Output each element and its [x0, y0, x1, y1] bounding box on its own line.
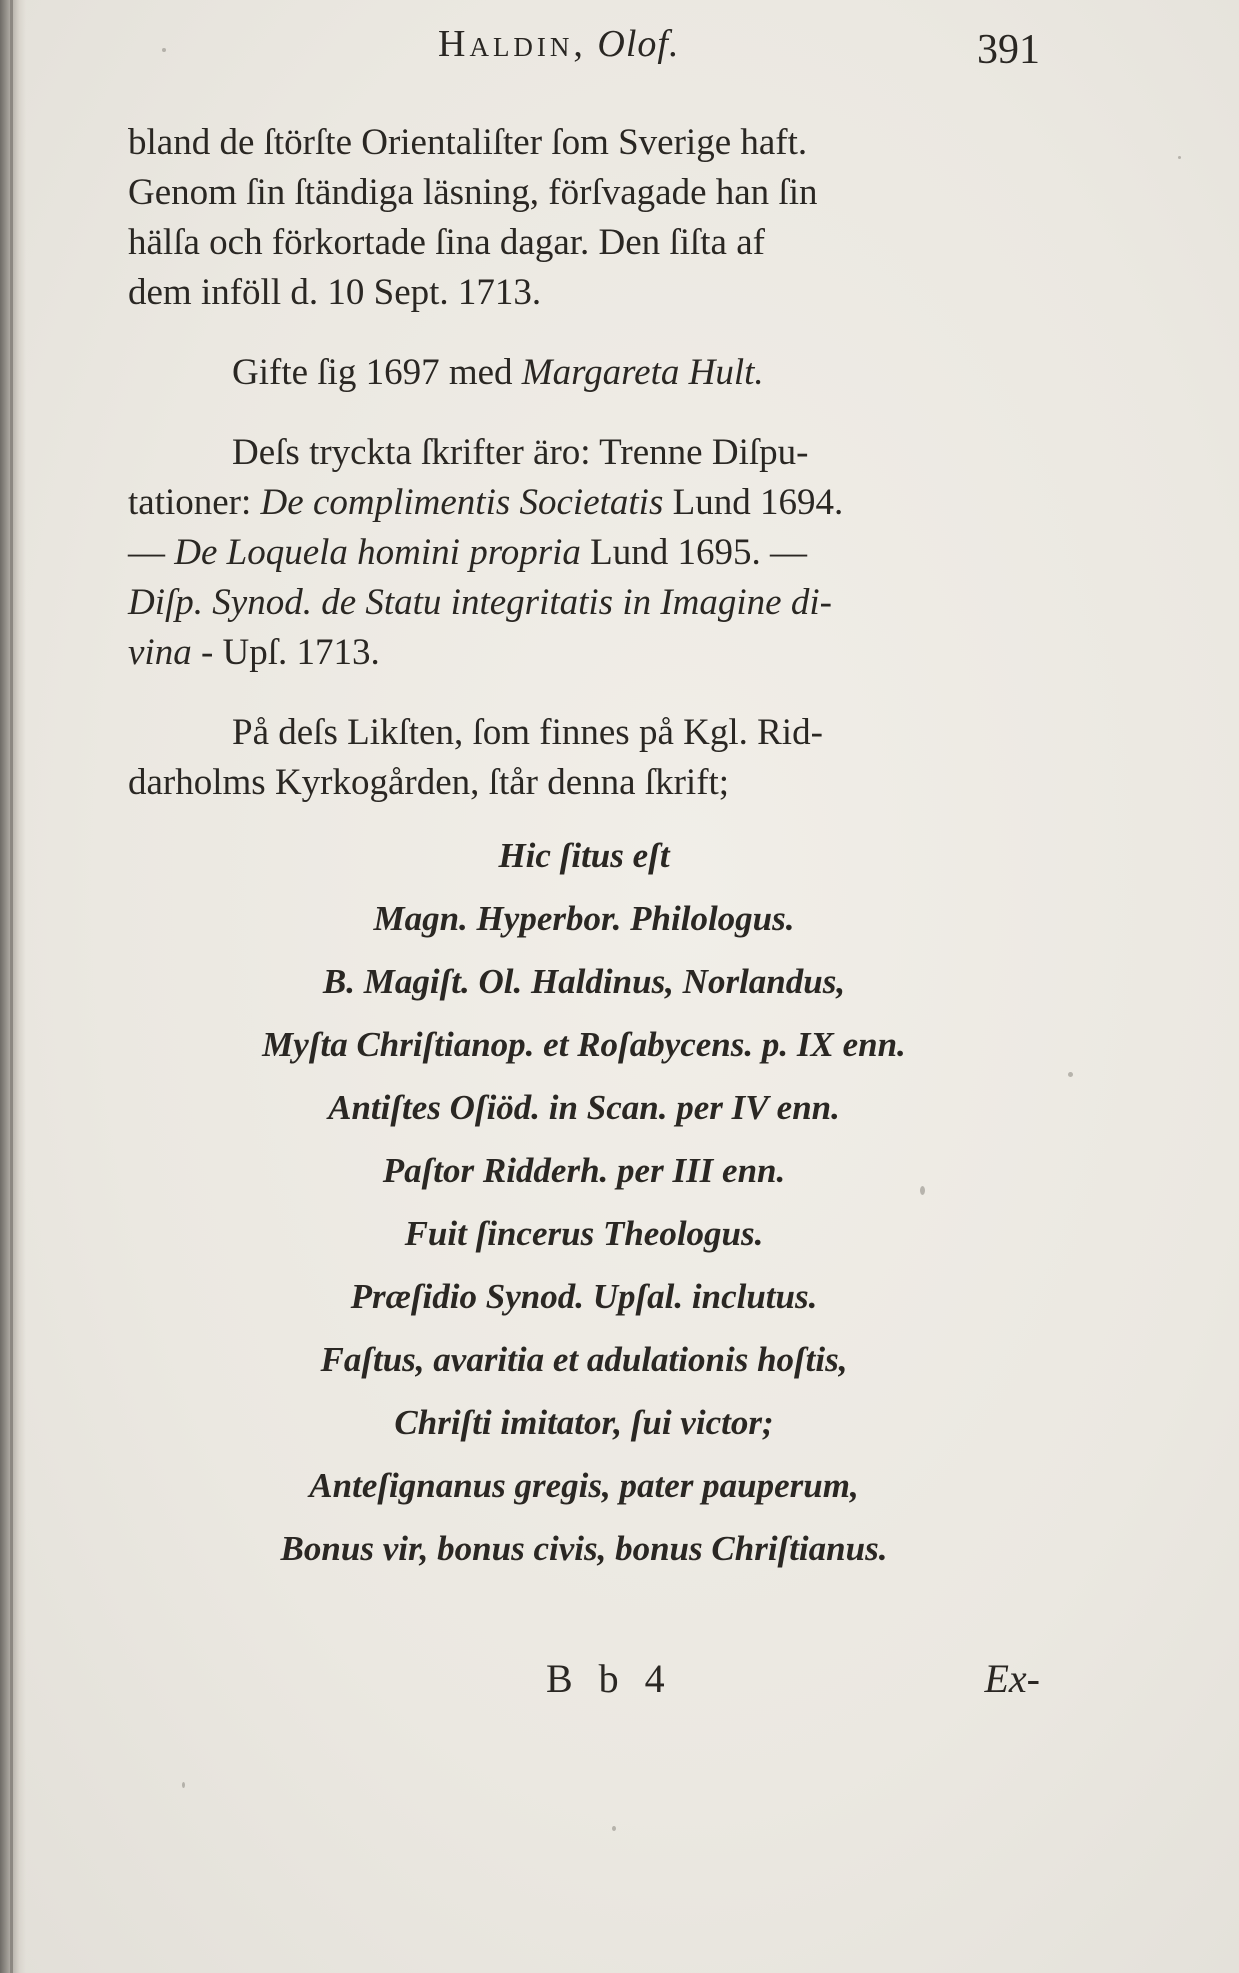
paper-speck: [1178, 156, 1181, 159]
epitaph-inscription: [128, 824, 1040, 1580]
text-line: [128, 628, 1040, 678]
epitaph-line: Bonus vir, bonus civis, bonus Chriſtianus.: [280, 1529, 888, 1568]
epitaph-line: Chriſti imitator, ſui victor;: [394, 1403, 774, 1442]
epitaph-line: Paſtor Ridderh. per III enn.: [382, 1151, 786, 1190]
writings-text: Lund 1695. —: [580, 532, 808, 573]
epitaph-line: Hic ſitus eſt: [498, 836, 670, 875]
epitaph-line: Anteſignanus gregis, pater pauperum,: [309, 1466, 859, 1505]
text-line: [128, 478, 1040, 528]
text-line: hälſa och förkortade ſina dagar. Den ſiſta af: [128, 222, 765, 263]
running-head: [438, 22, 679, 66]
catchword: Ex-: [984, 1656, 1040, 1701]
dissertation-title: vina: [128, 632, 192, 673]
text-line: [128, 348, 1040, 398]
writings-text: Lund 1694.: [663, 482, 844, 523]
epitaph-line: B. Magiſt. Ol. Haldinus, Norlandus,: [322, 962, 846, 1001]
text-line: bland de ſtörſte Orientaliſter ſom Sverige haft.: [128, 122, 808, 163]
body-text: [128, 118, 1040, 808]
spouse-name: Margareta Hult.: [521, 352, 764, 393]
paper-speck: [612, 1826, 616, 1831]
dissertation-title-line: Diſp. Synod. de Statu integritatis in Imagine di-: [128, 582, 832, 623]
writings-text: tationer:: [128, 482, 261, 523]
text-line: dem inföll d. 10 Sept. 1713.: [128, 272, 542, 313]
paper-speck: [162, 48, 166, 52]
text-line: darholms Kyrkogården, ſtår denna ſkrift;: [128, 762, 730, 803]
text-line: På deſs Likſten, ſom finnes på Kgl. Rid-: [232, 712, 823, 753]
epitaph-line: Myſta Chriſtianop. et Roſabycens. p. IX enn.: [262, 1025, 906, 1064]
page-binding-edge: [0, 0, 26, 1973]
signature-mark: B b 4: [546, 1656, 673, 1701]
page-number: 391: [977, 27, 1040, 73]
text-line: Genom ſin ſtändiga läsning, förſvagade han ſin: [128, 172, 818, 213]
page-footer: [128, 1655, 1040, 1715]
paragraph-gravestone: [128, 708, 1040, 808]
epitaph-line: Magn. Hyperbor. Philologus.: [373, 899, 795, 938]
writings-text: - Upſ. 1713.: [191, 632, 380, 673]
paragraph-biography: [128, 118, 1040, 318]
epitaph-line: Fuit ſincerus Theologus.: [404, 1214, 764, 1253]
paragraph-marriage: [128, 348, 1040, 398]
paragraph-writings: [128, 428, 1040, 678]
dissertation-title: De complimentis Societatis: [260, 482, 664, 523]
page-header: [120, 22, 1040, 82]
paper-speck: [1068, 1072, 1073, 1077]
text-line: Deſs tryckta ſkrifter äro: Trenne Diſpu-: [232, 432, 809, 473]
text-line: [128, 528, 1040, 578]
running-head-surname: Haldin,: [438, 23, 587, 65]
epitaph-line: Antiſtes Oſiöd. in Scan. per IV enn.: [328, 1088, 840, 1127]
running-head-given-name: Olof.: [597, 23, 680, 65]
dissertation-title: De Loquela homini propria: [174, 532, 581, 573]
writings-text: —: [128, 532, 175, 573]
marriage-text: Gifte ſig 1697 med: [232, 352, 522, 393]
paper-speck: [920, 1186, 925, 1195]
epitaph-line: Præſidio Synod. Upſal. inclutus.: [350, 1277, 818, 1316]
epitaph-line: Faſtus, avaritia et adulationis hoſtis,: [320, 1340, 848, 1379]
paper-speck: [182, 1782, 185, 1788]
